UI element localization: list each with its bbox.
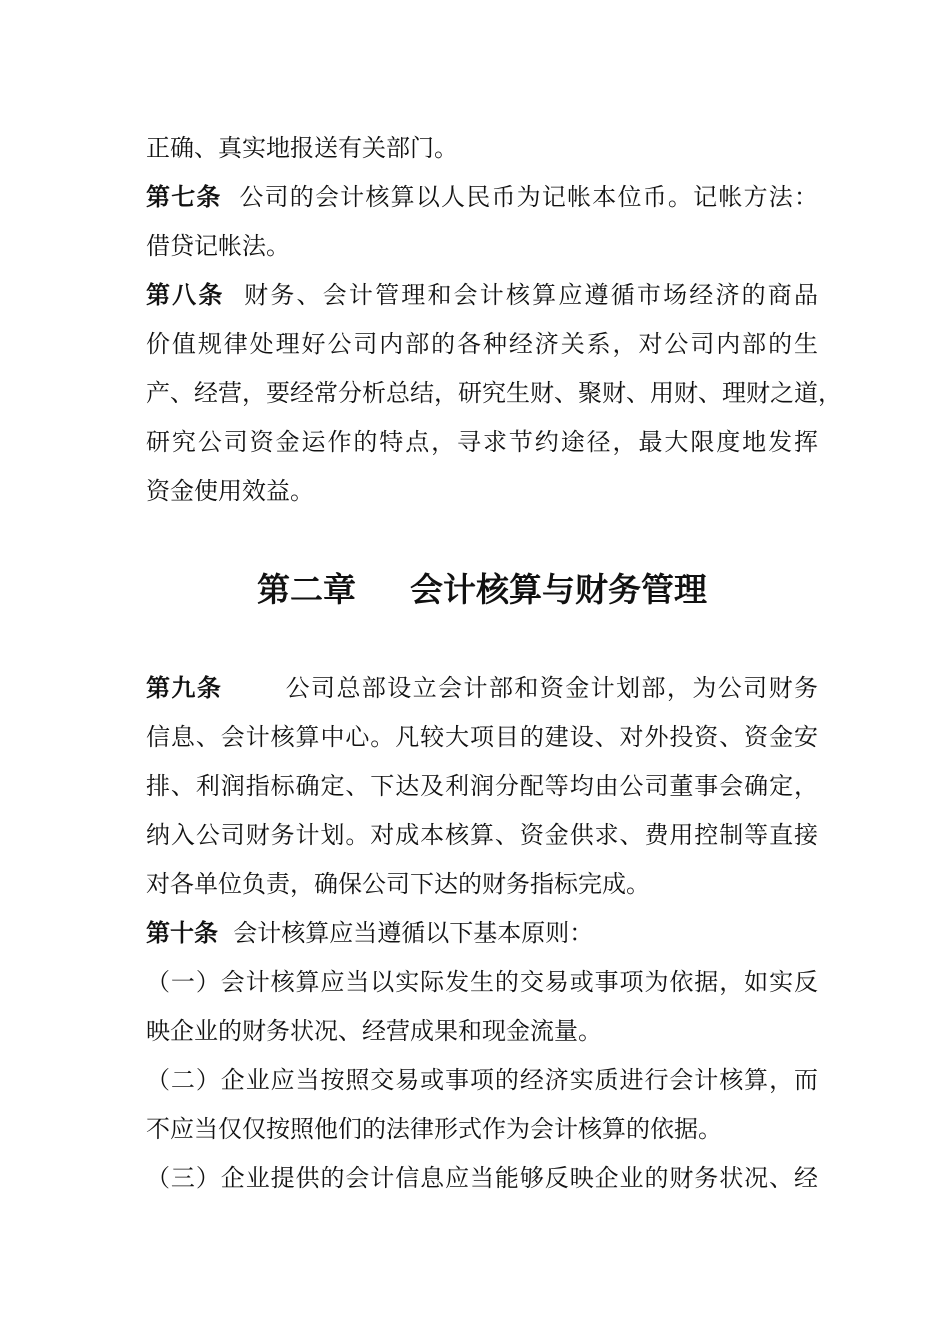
article-9-label: 第九条	[146, 674, 223, 702]
item-2-line-1	[146, 1056, 818, 1105]
document-page	[146, 124, 842, 1203]
article-8-line-5	[146, 467, 818, 516]
text-span: 借贷记帐法。	[146, 232, 290, 260]
article-9-line-4	[146, 811, 818, 860]
text-span: 信息、会计核算中心。凡较大项目的建设、对外投资、资金安	[146, 723, 818, 751]
chapter-number: 第二章	[257, 570, 356, 609]
article-8-line-2	[146, 320, 818, 369]
text-span: 纳入公司财务计划。对成本核算、资金供求、费用控制等直接	[146, 821, 818, 849]
text-span: 对各单位负责，确保公司下达的财务指标完成。	[146, 870, 650, 898]
text-span: 映企业的财务状况、经营成果和现金流量。	[146, 1017, 602, 1045]
article-10-line-1	[146, 909, 818, 958]
text-span: 正确、真实地报送有关部门。	[146, 134, 458, 162]
chapter-title: 会计核算与财务管理	[410, 570, 707, 609]
item-1-line-2	[146, 1007, 818, 1056]
text-span: 产、经营，要经常分析总结，研究生财、聚财、用财、理财之道，	[146, 379, 842, 407]
text-span: 价值规律处理好公司内部的各种经济关系，对公司内部的生	[146, 330, 818, 358]
text-span: 研究公司资金运作的特点，寻求节约途径，最大限度地发挥	[146, 428, 818, 456]
text-span: （二）企业应当按照交易或事项的经济实质进行会计核算，而	[146, 1066, 818, 1094]
item-3-line-1	[146, 1154, 818, 1203]
text-span: 会计核算应当遵循以下基本原则：	[233, 919, 594, 947]
article-7-label: 第七条	[146, 183, 222, 211]
text-span: 公司的会计核算以人民币为记帐本位币。记帐方法：	[239, 183, 818, 211]
article-9-line-3	[146, 762, 818, 811]
text-span: （三）企业提供的会计信息应当能够反映企业的财务状况、经	[146, 1164, 818, 1192]
item-2-line-2	[146, 1105, 818, 1154]
text-span: 不应当仅仅按照他们的法律形式作为会计核算的依据。	[146, 1115, 722, 1143]
article-9-line-1	[146, 664, 818, 713]
text-span: 公司总部设立会计部和资金计划部，为公司财务	[285, 674, 819, 702]
text-span: 资金使用效益。	[146, 477, 314, 505]
article-9-line-2	[146, 713, 818, 762]
item-1-line-1	[146, 958, 818, 1007]
article-9-line-5	[146, 860, 818, 909]
article-8-line-3	[146, 369, 842, 418]
article-8-line-4	[146, 418, 818, 467]
text-span: 排、利润指标确定、下达及利润分配等均由公司董事会确定，	[146, 772, 818, 800]
article-10-label: 第十条	[146, 919, 218, 947]
article-7-line-2	[146, 222, 818, 271]
chapter-heading	[146, 568, 818, 612]
text-line	[146, 124, 818, 173]
text-span: （一）会计核算应当以实际发生的交易或事项为依据，如实反	[146, 968, 818, 996]
article-8-line-1	[146, 271, 818, 320]
text-span: 财务、会计管理和会计核算应遵循市场经济的商品	[244, 281, 818, 309]
article-8-label: 第八条	[146, 281, 225, 309]
article-7-line-1	[146, 173, 818, 222]
